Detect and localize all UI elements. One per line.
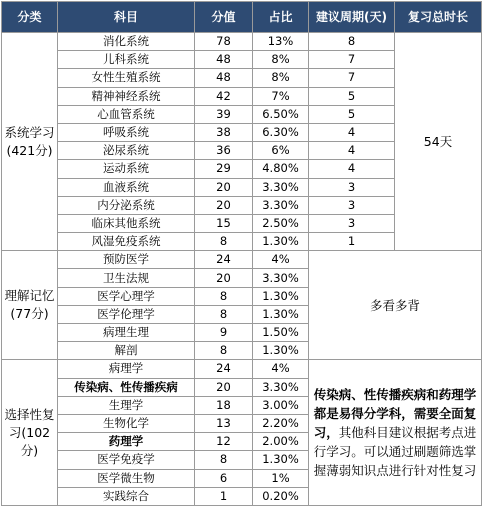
subject-cell: 医学微生物 xyxy=(58,469,195,487)
ratio-cell: 1.30% xyxy=(253,305,309,323)
subject-cell: 解剖 xyxy=(58,342,195,360)
score-cell: 18 xyxy=(195,396,253,414)
ratio-cell: 2.00% xyxy=(253,433,309,451)
subject-cell: 消化系统 xyxy=(58,33,195,51)
ratio-cell: 2.50% xyxy=(253,214,309,232)
ratio-cell: 2.20% xyxy=(253,414,309,432)
days-cell: 5 xyxy=(309,87,395,105)
subject-cell: 临床其他系统 xyxy=(58,214,195,232)
days-cell: 5 xyxy=(309,105,395,123)
subject-cell: 卫生法规 xyxy=(58,269,195,287)
subject-cell: 生理学 xyxy=(58,396,195,414)
subject-cell: 药理学 xyxy=(58,433,195,451)
ratio-cell: 1.30% xyxy=(253,451,309,469)
days-cell: 4 xyxy=(309,142,395,160)
ratio-cell: 4% xyxy=(253,360,309,378)
ratio-cell: 3.30% xyxy=(253,269,309,287)
category-cell: 理解记忆 (77分) xyxy=(2,251,58,360)
subject-cell: 内分泌系统 xyxy=(58,196,195,214)
ratio-cell: 4% xyxy=(253,251,309,269)
score-cell: 48 xyxy=(195,51,253,69)
subject-cell: 医学免疫学 xyxy=(58,451,195,469)
days-cell: 7 xyxy=(309,69,395,87)
score-cell: 38 xyxy=(195,123,253,141)
ratio-cell: 4.80% xyxy=(253,160,309,178)
score-cell: 6 xyxy=(195,469,253,487)
score-cell: 8 xyxy=(195,305,253,323)
note-text: 其他科目建议根据考点进行学习。可以通过刷题筛选掌握薄弱知识点进行针对性复习 xyxy=(313,425,477,479)
table-row xyxy=(2,360,482,378)
ratio-cell: 6.30% xyxy=(253,123,309,141)
score-cell: 42 xyxy=(195,87,253,105)
header-category: 分类 xyxy=(2,2,58,33)
ratio-cell: 1.30% xyxy=(253,233,309,251)
subject-cell: 医学心理学 xyxy=(58,287,195,305)
score-cell: 20 xyxy=(195,196,253,214)
subject-cell: 医学伦理学 xyxy=(58,305,195,323)
subject-cell: 精神神经系统 xyxy=(58,87,195,105)
days-cell: 8 xyxy=(309,33,395,51)
subject-cell: 儿科系统 xyxy=(58,51,195,69)
score-cell: 13 xyxy=(195,414,253,432)
ratio-cell: 13% xyxy=(253,33,309,51)
days-cell: 4 xyxy=(309,123,395,141)
ratio-cell: 3.00% xyxy=(253,396,309,414)
ratio-cell: 6% xyxy=(253,142,309,160)
days-cell: 1 xyxy=(309,233,395,251)
note-cell xyxy=(309,360,482,506)
subject-cell: 风湿免疫系统 xyxy=(58,233,195,251)
score-cell: 24 xyxy=(195,251,253,269)
ratio-cell: 8% xyxy=(253,51,309,69)
score-cell: 20 xyxy=(195,269,253,287)
header-days: 建议周期(天) xyxy=(309,2,395,33)
days-cell: 4 xyxy=(309,160,395,178)
header-row xyxy=(2,2,482,33)
ratio-cell: 1.50% xyxy=(253,324,309,342)
ratio-cell: 1% xyxy=(253,469,309,487)
score-cell: 8 xyxy=(195,287,253,305)
ratio-cell: 3.30% xyxy=(253,378,309,396)
score-cell: 24 xyxy=(195,360,253,378)
score-cell: 39 xyxy=(195,105,253,123)
days-cell: 3 xyxy=(309,214,395,232)
score-cell: 36 xyxy=(195,142,253,160)
study-plan-table xyxy=(1,1,482,506)
ratio-cell: 0.20% xyxy=(253,487,309,505)
score-cell: 20 xyxy=(195,378,253,396)
total-cell: 54天 xyxy=(395,33,482,251)
score-cell: 78 xyxy=(195,33,253,51)
score-cell: 20 xyxy=(195,178,253,196)
table-row xyxy=(2,33,482,51)
score-cell: 12 xyxy=(195,433,253,451)
days-cell: 3 xyxy=(309,178,395,196)
ratio-cell: 3.30% xyxy=(253,178,309,196)
score-cell: 48 xyxy=(195,69,253,87)
ratio-cell: 7% xyxy=(253,87,309,105)
score-cell: 9 xyxy=(195,324,253,342)
score-cell: 8 xyxy=(195,342,253,360)
header-ratio: 占比 xyxy=(253,2,309,33)
note-cell: 多看多背 xyxy=(309,251,482,360)
score-cell: 29 xyxy=(195,160,253,178)
subject-cell: 传染病、性传播疾病 xyxy=(58,378,195,396)
subject-cell: 血液系统 xyxy=(58,178,195,196)
subject-cell: 运动系统 xyxy=(58,160,195,178)
category-cell: 选择性复 习(102 分) xyxy=(2,360,58,506)
subject-cell: 病理学 xyxy=(58,360,195,378)
subject-cell: 生物化学 xyxy=(58,414,195,432)
subject-cell: 预防医学 xyxy=(58,251,195,269)
subject-cell: 女性生殖系统 xyxy=(58,69,195,87)
days-cell: 7 xyxy=(309,51,395,69)
subject-cell: 病理生理 xyxy=(58,324,195,342)
ratio-cell: 1.30% xyxy=(253,287,309,305)
header-subject: 科目 xyxy=(58,2,195,33)
header-score: 分值 xyxy=(195,2,253,33)
score-cell: 8 xyxy=(195,233,253,251)
header-total: 复习总时长 xyxy=(395,2,482,33)
score-cell: 8 xyxy=(195,451,253,469)
subject-cell: 呼吸系统 xyxy=(58,123,195,141)
score-cell: 15 xyxy=(195,214,253,232)
table-row xyxy=(2,251,482,269)
ratio-cell: 6.50% xyxy=(253,105,309,123)
category-cell: 系统学习 (421分) xyxy=(2,33,58,251)
subject-cell: 心血管系统 xyxy=(58,105,195,123)
ratio-cell: 8% xyxy=(253,69,309,87)
ratio-cell: 1.30% xyxy=(253,342,309,360)
score-cell: 1 xyxy=(195,487,253,505)
note-bold-text: 传染病、性传播疾病和药理学都是易得分学科，需要全面复习， xyxy=(313,387,477,441)
ratio-cell: 3.30% xyxy=(253,196,309,214)
subject-cell: 实践综合 xyxy=(58,487,195,505)
subject-cell: 泌尿系统 xyxy=(58,142,195,160)
days-cell: 3 xyxy=(309,196,395,214)
